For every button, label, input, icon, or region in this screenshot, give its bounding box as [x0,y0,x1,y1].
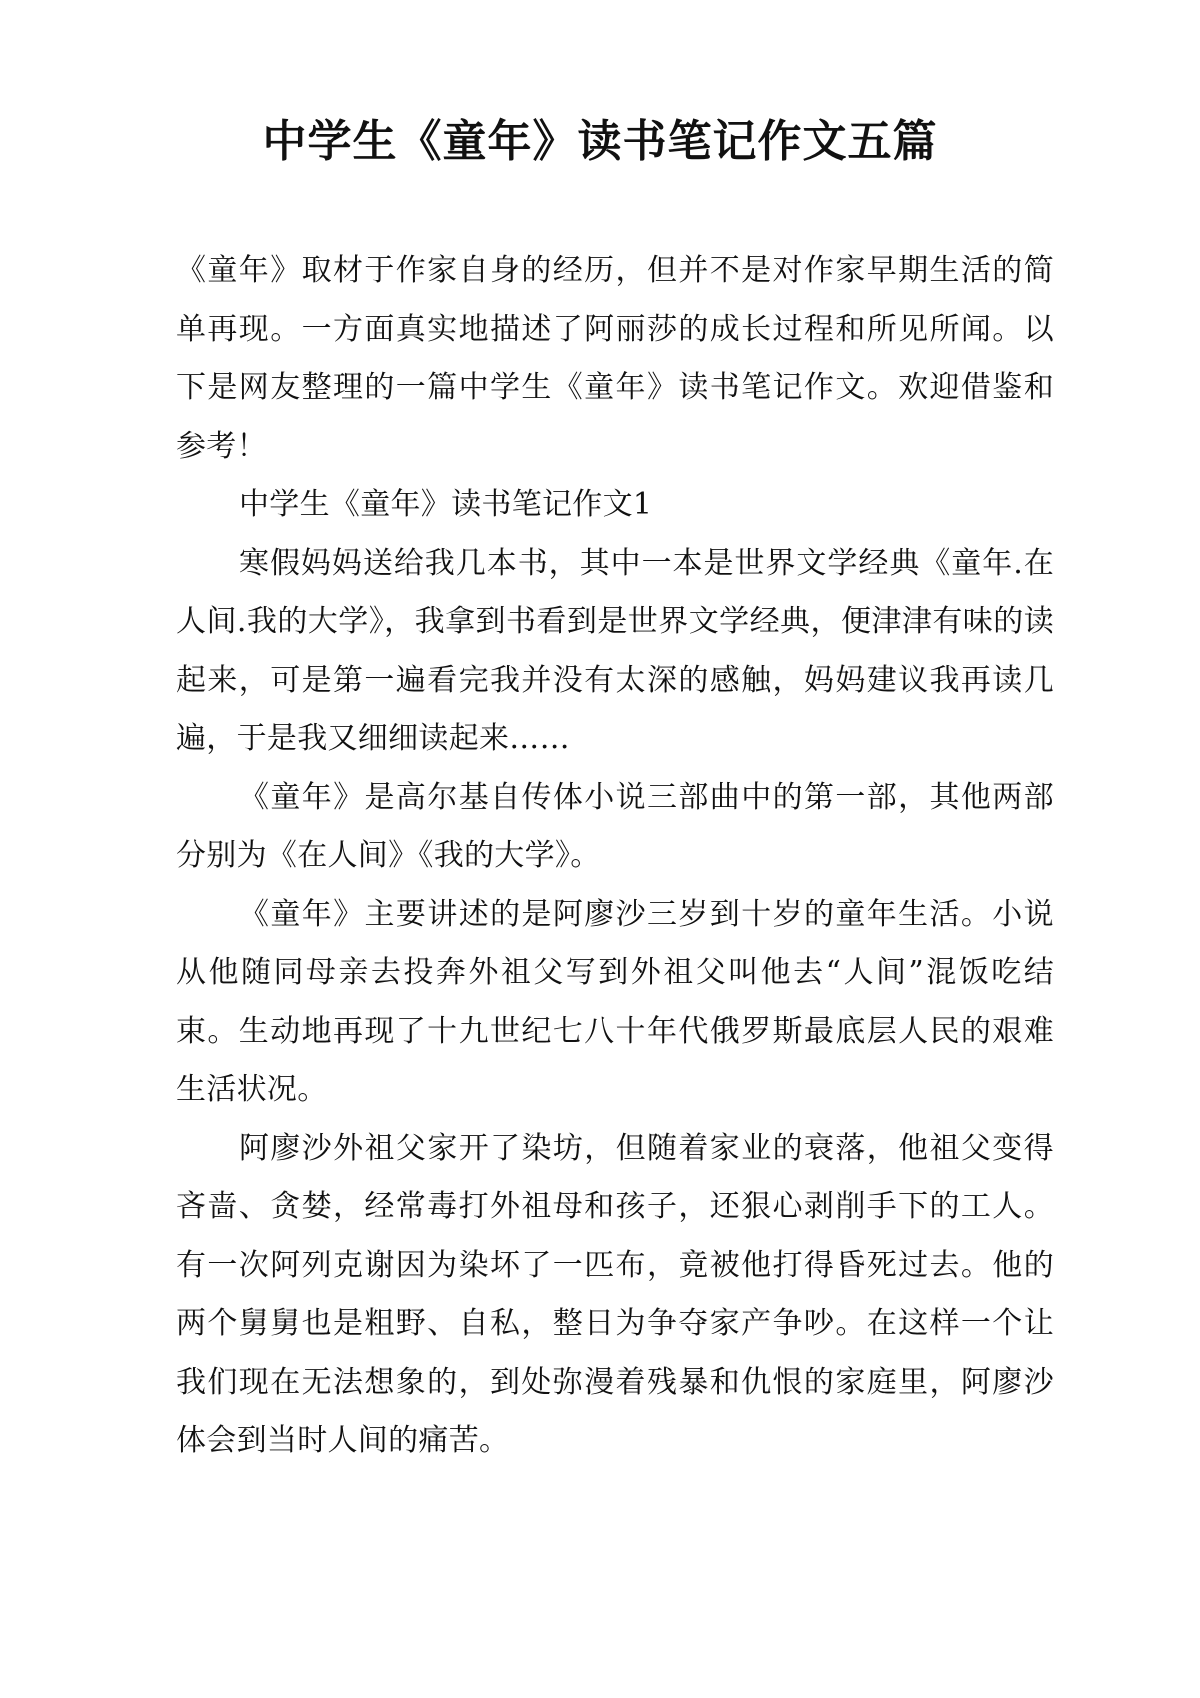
document-title: 中学生《童年》读书笔记作文五篇 [262,116,938,167]
section-heading: 中学生《童年》读书笔记作文1 [239,487,653,522]
body-paragraph: 寒假妈妈送给我几本书，其中一本是世界文学经典《童年.在人间.我的大学》，我拿到书看到是世界文学经典，便津津有味的读起来，可是第一遍看完我并没有太深的感触，妈妈建议我再读几遍，于是我又细细读起来…… [176,545,1054,756]
body-paragraph: 《童年》主要讲述的是阿廖沙三岁到十岁的童年生活。小说从他随同母亲去投奔外祖父写到外祖父叫他去“人间”混饭吃结束。生动地再现了十九世纪七八十年代俄罗斯最底层人民的艰难生活状况。 [176,896,1054,1107]
body-paragraph: 阿廖沙外祖父家开了染坊，但随着家业的衰落，他祖父变得吝啬、贪婪，经常毒打外祖母和孩子，还狠心剥削手下的工人。有一次阿列克谢因为染坏了一匹布，竟被他打得昏死过去。他的两个舅舅也是粗野、自私，整日为争夺家产争吵。在这样一个让我们现在无法想象的，到处弥漫着残暴和仇恨的家庭里，阿廖沙体会到当时人间的痛苦。 [176,1130,1054,1458]
document-body [176,242,1054,1471]
body-paragraph: 《童年》是高尔基自传体小说三部曲中的第一部，其他两部分别为《在人间》《我的大学》。 [176,779,1054,873]
intro-paragraph: 《童年》取材于作家自身的经历，但并不是对作家早期生活的简单再现。一方面真实地描述了阿丽莎的成长过程和所见所闻。以下是网友整理的一篇中学生《童年》读书笔记作文。欢迎借鉴和参考！ [176,253,1054,464]
